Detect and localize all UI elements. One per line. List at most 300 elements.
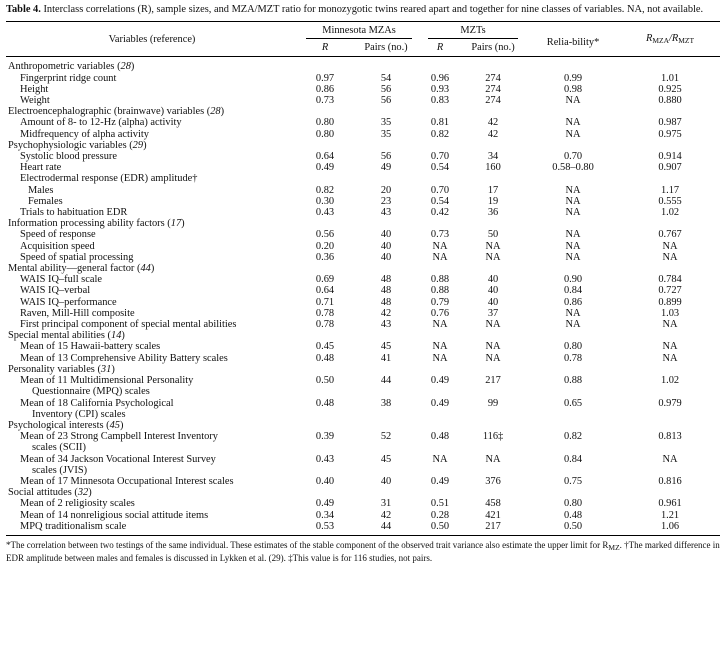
cell-ratio — [620, 330, 720, 341]
cell-mzt-r — [420, 106, 460, 117]
cell-mzt-r — [420, 173, 460, 184]
cell-mzt-pairs: 217 — [460, 521, 526, 536]
cell-rel: NA — [565, 240, 581, 252]
row-label: Mean of 18 California Psychological — [20, 397, 174, 409]
cell-rel: 0.84 — [563, 285, 583, 297]
table-row — [6, 487, 720, 498]
table-row — [6, 308, 720, 319]
row-label: Mean of 17 Minnesota Occupational Interest scales — [20, 475, 234, 487]
table-row — [6, 73, 720, 84]
cell-rel: 0.88 — [563, 375, 583, 387]
table-row — [6, 398, 720, 409]
row-label: Acquisition speed — [20, 240, 95, 252]
cell-ratio — [620, 420, 720, 431]
cell-ratio: 0.816 — [658, 475, 682, 487]
cell-mzt-pairs: 50 — [487, 229, 499, 241]
cell-rel — [526, 364, 620, 375]
cell-mzt-r — [420, 409, 460, 420]
cell-mza-pairs — [352, 420, 420, 431]
header-mza-r: R — [321, 42, 329, 54]
cell-ratio: 1.01 — [660, 72, 680, 84]
row-label: Social attitudes (32) — [8, 487, 92, 499]
cell-rel: 0.98 — [563, 83, 583, 95]
cell-ratio: 0.880 — [658, 95, 682, 107]
cell-mzt-pairs — [460, 263, 526, 274]
cell-ratio: 1.02 — [660, 375, 680, 387]
table-row — [6, 521, 720, 536]
cell-mza-pairs: 35 — [380, 117, 392, 129]
cell-ratio: NA — [662, 341, 678, 353]
cell-mzt-r: 0.88 — [430, 274, 450, 286]
cell-rel: NA — [565, 319, 581, 331]
table-row — [6, 196, 720, 207]
header-reliability: Relia-bility* — [526, 22, 620, 57]
cell-mzt-r: 0.54 — [430, 162, 450, 174]
cell-mza-r — [298, 465, 352, 476]
cell-mza-pairs — [352, 364, 420, 375]
cell-ratio: NA — [662, 251, 678, 263]
cell-rel — [526, 57, 620, 73]
table-row — [6, 297, 720, 308]
cell-mzt-pairs: 99 — [487, 397, 499, 409]
cell-mza-pairs — [352, 487, 420, 498]
cell-mzt-pairs: 116‡ — [482, 431, 504, 443]
cell-mza-pairs: 35 — [380, 128, 392, 140]
row-label: Height — [20, 83, 49, 95]
table-row — [6, 207, 720, 218]
cell-rel: NA — [565, 184, 581, 196]
cell-mzt-r: 0.48 — [430, 431, 450, 443]
cell-mzt-pairs: 40 — [487, 296, 499, 308]
cell-mza-pairs: 56 — [380, 151, 392, 163]
cell-mzt-pairs: 160 — [485, 162, 501, 174]
cell-mzt-r: 0.54 — [430, 195, 450, 207]
cell-mza-r — [298, 409, 352, 420]
cell-ratio — [620, 173, 720, 184]
cell-mza-r — [298, 106, 352, 117]
cell-mza-pairs: 54 — [380, 72, 392, 84]
row-label: Raven, Mill-Hill composite — [20, 307, 135, 319]
cell-mzt-pairs: 274 — [485, 95, 501, 107]
cell-mza-r: 0.80 — [315, 128, 335, 140]
cell-mzt-r: NA — [432, 240, 448, 252]
cell-mzt-r — [420, 386, 460, 397]
cell-rel — [526, 330, 620, 341]
cell-rel — [526, 487, 620, 498]
cell-mzt-pairs: NA — [485, 319, 501, 331]
cell-mza-r: 0.50 — [315, 375, 335, 387]
table-row — [6, 95, 720, 106]
table-row — [6, 274, 720, 285]
cell-mza-r: 0.30 — [315, 195, 335, 207]
cell-mza-pairs: 49 — [380, 162, 392, 174]
cell-mzt-r: 0.81 — [430, 117, 450, 129]
cell-mza-r — [298, 57, 352, 73]
cell-ratio: 0.784 — [658, 274, 682, 286]
cell-mza-r — [298, 173, 352, 184]
cell-mza-pairs — [352, 330, 420, 341]
row-label: Amount of 8- to 12-Hz (alpha) activity — [20, 117, 182, 129]
cell-ratio: 0.975 — [658, 128, 682, 140]
table-figure — [6, 4, 720, 564]
cell-mzt-r: 0.82 — [430, 128, 450, 140]
cell-rel: 0.99 — [563, 72, 583, 84]
cell-mza-pairs — [352, 442, 420, 453]
cell-ratio: 0.961 — [658, 498, 682, 510]
table-row — [6, 454, 720, 465]
cell-mzt-pairs: NA — [485, 341, 501, 353]
cell-mzt-r: 0.70 — [430, 151, 450, 163]
cell-ratio: 0.907 — [658, 162, 682, 174]
cell-mza-pairs: 40 — [380, 475, 392, 487]
cell-mza-r: 0.78 — [315, 307, 335, 319]
row-label: Psychological interests (45) — [8, 419, 124, 431]
cell-mza-r: 0.86 — [315, 83, 335, 95]
cell-mzt-pairs: 37 — [487, 307, 499, 319]
cell-rel: NA — [565, 207, 581, 219]
cell-ratio: 0.899 — [658, 296, 682, 308]
cell-mza-pairs — [352, 140, 420, 151]
cell-mza-r: 0.82 — [315, 184, 335, 196]
cell-mzt-pairs: 376 — [485, 475, 501, 487]
cell-mzt-pairs: 42 — [487, 117, 499, 129]
caption-text: Interclass correlations (R), sample sizes, and MZA/MZT ratio for monozygotic twins reared apart and together for nine classes of variables. NA, not available. — [40, 4, 704, 15]
cell-mzt-r: 0.49 — [430, 375, 450, 387]
cell-rel: 0.86 — [563, 296, 583, 308]
cell-mza-pairs: 31 — [380, 498, 392, 510]
cell-ratio: NA — [662, 453, 678, 465]
cell-mzt-pairs — [460, 420, 526, 431]
cell-mzt-pairs: 42 — [487, 128, 499, 140]
cell-mza-pairs — [352, 218, 420, 229]
cell-mza-pairs: 45 — [380, 341, 392, 353]
cell-mza-r: 0.36 — [315, 251, 335, 263]
cell-ratio — [620, 409, 720, 420]
cell-mza-pairs: 23 — [380, 195, 392, 207]
cell-mzt-pairs: 274 — [485, 72, 501, 84]
cell-mzt-pairs: 421 — [485, 509, 501, 521]
cell-mzt-pairs — [460, 442, 526, 453]
row-label: Speed of spatial processing — [20, 251, 134, 263]
cell-mzt-r — [420, 420, 460, 431]
cell-mzt-r: NA — [432, 352, 448, 364]
cell-mzt-r — [420, 263, 460, 274]
cell-mza-r: 0.64 — [315, 285, 335, 297]
cell-mza-pairs: 41 — [380, 352, 392, 364]
table-row — [6, 117, 720, 128]
cell-mzt-pairs: NA — [485, 251, 501, 263]
cell-rel — [526, 173, 620, 184]
cell-mzt-r — [420, 140, 460, 151]
cell-mza-r: 0.80 — [315, 117, 335, 129]
cell-rel: 0.48 — [563, 509, 583, 521]
cell-mzt-pairs — [460, 465, 526, 476]
table-body — [6, 57, 720, 536]
cell-mzt-r — [420, 330, 460, 341]
table-row — [6, 129, 720, 140]
cell-mza-pairs: 20 — [380, 184, 392, 196]
table-row — [6, 476, 720, 487]
cell-mza-r: 0.49 — [315, 498, 335, 510]
cell-mza-r: 0.20 — [315, 240, 335, 252]
row-label: Mean of 2 religiosity scales — [20, 498, 135, 510]
cell-mza-pairs: 56 — [380, 95, 392, 107]
cell-mzt-r: 0.42 — [430, 207, 450, 219]
row-label: Males — [28, 184, 54, 196]
header-mzt-pairs: Pairs (no.) — [471, 42, 515, 54]
cell-mzt-pairs: NA — [485, 240, 501, 252]
row-label: Personality variables (31) — [8, 363, 115, 375]
row-label: Questionnaire (MPQ) scales — [32, 386, 150, 398]
cell-rel — [526, 442, 620, 453]
cell-mza-r: 0.53 — [298, 521, 352, 536]
table-row — [6, 510, 720, 521]
cell-rel — [526, 465, 620, 476]
cell-mzt-pairs — [460, 386, 526, 397]
row-label: Mean of 14 nonreligious social attitude items — [20, 509, 209, 521]
row-label: Speed of response — [20, 229, 96, 241]
table-row — [6, 386, 720, 397]
header-mza-group: Minnesota MZAs — [306, 25, 412, 39]
table-caption — [6, 4, 720, 16]
table-row — [6, 364, 720, 375]
row-label: Mean of 13 Comprehensive Ability Battery scales — [20, 352, 228, 364]
cell-ratio — [620, 386, 720, 397]
table-row — [6, 218, 720, 229]
row-label: scales (SCII) — [32, 442, 86, 454]
cell-rel — [526, 218, 620, 229]
cell-mza-pairs: 56 — [380, 83, 392, 95]
cell-mza-r: 0.78 — [315, 319, 335, 331]
cell-mza-r — [298, 364, 352, 375]
cell-mzt-pairs — [460, 409, 526, 420]
cell-ratio — [620, 106, 720, 117]
cell-mzt-r — [420, 442, 460, 453]
row-label: First principal component of special mental abilities — [20, 319, 237, 331]
cell-mza-pairs: 48 — [380, 285, 392, 297]
cell-mza-r — [298, 263, 352, 274]
cell-mza-r: 0.73 — [315, 95, 335, 107]
cell-mzt-pairs: 40 — [487, 274, 499, 286]
cell-mzt-r: NA — [432, 341, 448, 353]
cell-mza-r: 0.64 — [315, 151, 335, 163]
table-row — [6, 140, 720, 151]
cell-mza-r — [298, 442, 352, 453]
row-label: WAIS IQ–performance — [20, 296, 117, 308]
cell-mza-r: 0.97 — [315, 72, 335, 84]
cell-mza-pairs — [352, 465, 420, 476]
row-label: Anthropometric variables (28) — [8, 61, 135, 73]
cell-rel: NA — [565, 128, 581, 140]
cell-rel: 0.50 — [526, 521, 620, 536]
cell-rel — [526, 106, 620, 117]
cell-ratio: NA — [662, 240, 678, 252]
cell-mza-r: 0.39 — [315, 431, 335, 443]
cell-mza-pairs: 44 — [352, 521, 420, 536]
row-label: Mental ability—general factor (44) — [8, 263, 155, 275]
cell-mzt-pairs: 274 — [485, 83, 501, 95]
row-label: Special mental abilities (14) — [8, 330, 125, 342]
row-label: Weight — [20, 95, 50, 107]
cell-mzt-pairs — [460, 140, 526, 151]
row-label: Heart rate — [20, 162, 62, 174]
cell-mzt-pairs: 458 — [485, 498, 501, 510]
row-label: Inventory (CPI) scales — [32, 408, 126, 420]
cell-mza-r: 0.48 — [315, 397, 335, 409]
cell-mza-pairs — [352, 386, 420, 397]
cell-mza-r — [298, 330, 352, 341]
cell-mzt-r: 0.51 — [430, 498, 450, 510]
cell-mzt-pairs: 217 — [485, 375, 501, 387]
cell-mzt-pairs — [460, 173, 526, 184]
header-mzt-r: R — [436, 42, 444, 54]
cell-mza-r: 0.71 — [315, 296, 335, 308]
cell-mzt-r: 0.93 — [430, 83, 450, 95]
cell-rel: 0.75 — [563, 475, 583, 487]
cell-mzt-r: NA — [432, 319, 448, 331]
header-variables: Variables (reference) — [6, 22, 298, 57]
header-ratio: $R_{MZA}/R_{MZT}$ — [620, 22, 720, 57]
cell-mzt-pairs — [460, 106, 526, 117]
cell-mzt-pairs: 19 — [487, 195, 499, 207]
cell-rel: NA — [565, 117, 581, 129]
cell-mza-pairs: 45 — [380, 453, 392, 465]
cell-ratio: 0.925 — [658, 83, 682, 95]
cell-mza-pairs: 42 — [380, 509, 392, 521]
row-label: Midfrequency of alpha activity — [20, 128, 149, 140]
cell-rel: NA — [565, 251, 581, 263]
cell-ratio — [620, 465, 720, 476]
cell-ratio: 0.813 — [658, 431, 682, 443]
cell-rel: NA — [565, 307, 581, 319]
cell-rel: NA — [565, 195, 581, 207]
cell-mza-pairs: 48 — [380, 296, 392, 308]
cell-mza-pairs: 38 — [380, 397, 392, 409]
cell-mza-pairs — [352, 409, 420, 420]
cell-ratio — [620, 218, 720, 229]
cell-mzt-pairs — [460, 330, 526, 341]
row-label: Mean of 23 Strong Campbell Interest Inventory — [20, 431, 218, 443]
row-label: Electroencephalographic (brainwave) variables (28) — [8, 106, 225, 118]
table-row — [6, 330, 720, 341]
cell-mza-pairs: 42 — [380, 307, 392, 319]
cell-ratio: 1.03 — [660, 307, 680, 319]
cell-mza-r: 0.45 — [315, 341, 335, 353]
cell-mzt-r: 0.96 — [430, 72, 450, 84]
table-row — [6, 420, 720, 431]
cell-mzt-r — [420, 218, 460, 229]
cell-ratio — [620, 57, 720, 73]
row-label: Mean of 11 Multidimensional Personality — [20, 375, 194, 387]
cell-mzt-r: 0.76 — [430, 307, 450, 319]
cell-mzt-r: 0.50 — [420, 521, 460, 536]
cell-mzt-r — [420, 487, 460, 498]
cell-mza-pairs: 40 — [380, 229, 392, 241]
table-row — [6, 185, 720, 196]
cell-mza-r: 0.48 — [315, 352, 335, 364]
table-row — [6, 241, 720, 252]
cell-mzt-pairs: 36 — [487, 207, 499, 219]
cell-ratio: 0.767 — [658, 229, 682, 241]
row-label: Information processing ability factors (17) — [8, 218, 185, 230]
cell-rel: 0.84 — [563, 453, 583, 465]
cell-mza-pairs — [352, 173, 420, 184]
cell-mza-r — [298, 140, 352, 151]
cell-mzt-r: NA — [432, 453, 448, 465]
row-label: Females — [28, 195, 63, 207]
cell-mza-r: 0.69 — [315, 274, 335, 286]
row-label: Mean of 34 Jackson Vocational Interest Survey — [20, 453, 216, 465]
table-footnote: *The correlation between two testings of the same individual. These estimates of the stable component of the observed trait variance also estimate the upper limit for $R_{MZ}$. †The marked difference in EDR amplitude between males and females is discussed in Lykken et al. (29). ‡This value is for 116 studies, not pairs. — [6, 539, 720, 563]
cell-ratio — [620, 487, 720, 498]
table-row — [6, 498, 720, 509]
cell-mza-pairs: 40 — [380, 240, 392, 252]
cell-rel: 0.78 — [563, 352, 583, 364]
cell-ratio — [620, 263, 720, 274]
table-row — [6, 84, 720, 95]
cell-mza-r: 0.43 — [315, 453, 335, 465]
cell-mzt-r: 0.79 — [430, 296, 450, 308]
cell-mza-pairs: 48 — [380, 274, 392, 286]
cell-mza-r: 0.56 — [315, 229, 335, 241]
row-label: Systolic blood pressure — [20, 151, 117, 163]
cell-mzt-r: 0.73 — [430, 229, 450, 241]
cell-mza-pairs: 43 — [380, 319, 392, 331]
cell-mza-pairs: 52 — [380, 431, 392, 443]
table-row — [6, 465, 720, 476]
table-row — [6, 173, 720, 184]
cell-mzt-r — [420, 57, 460, 73]
cell-mza-pairs — [352, 57, 420, 73]
header-mzt-group: MZTs — [428, 25, 518, 39]
cell-mza-pairs — [352, 263, 420, 274]
cell-rel: 0.80 — [563, 498, 583, 510]
cell-mzt-r: 0.49 — [430, 397, 450, 409]
cell-ratio — [620, 364, 720, 375]
cell-mza-r — [298, 386, 352, 397]
cell-mza-r: 0.40 — [315, 475, 335, 487]
table-row — [6, 106, 720, 117]
cell-mzt-pairs: 34 — [487, 151, 499, 163]
cell-ratio: 0.987 — [658, 117, 682, 129]
table-row — [6, 431, 720, 442]
table-row — [6, 151, 720, 162]
table-row — [6, 375, 720, 386]
cell-mza-r: 0.49 — [315, 162, 335, 174]
table-row — [6, 229, 720, 240]
cell-mzt-r — [420, 364, 460, 375]
row-label: Fingerprint ridge count — [20, 72, 117, 84]
table-row — [6, 409, 720, 420]
table-row — [6, 252, 720, 263]
table-row — [6, 319, 720, 330]
table-row — [6, 285, 720, 296]
row-label: WAIS IQ–full scale — [20, 274, 102, 286]
cell-rel: NA — [565, 229, 581, 241]
cell-ratio: 0.727 — [658, 285, 682, 297]
row-label: WAIS IQ–verbal — [20, 285, 91, 297]
row-label: Trials to habituation EDR — [20, 207, 128, 219]
cell-ratio: 1.06 — [620, 521, 720, 536]
cell-rel: 0.90 — [563, 274, 583, 286]
cell-mza-r: 0.43 — [315, 207, 335, 219]
row-label: Electrodermal response (EDR) amplitude† — [20, 173, 198, 185]
cell-mza-r — [298, 487, 352, 498]
cell-mza-r — [298, 218, 352, 229]
cell-rel: 0.80 — [563, 341, 583, 353]
cell-rel — [526, 420, 620, 431]
table-row — [6, 263, 720, 274]
